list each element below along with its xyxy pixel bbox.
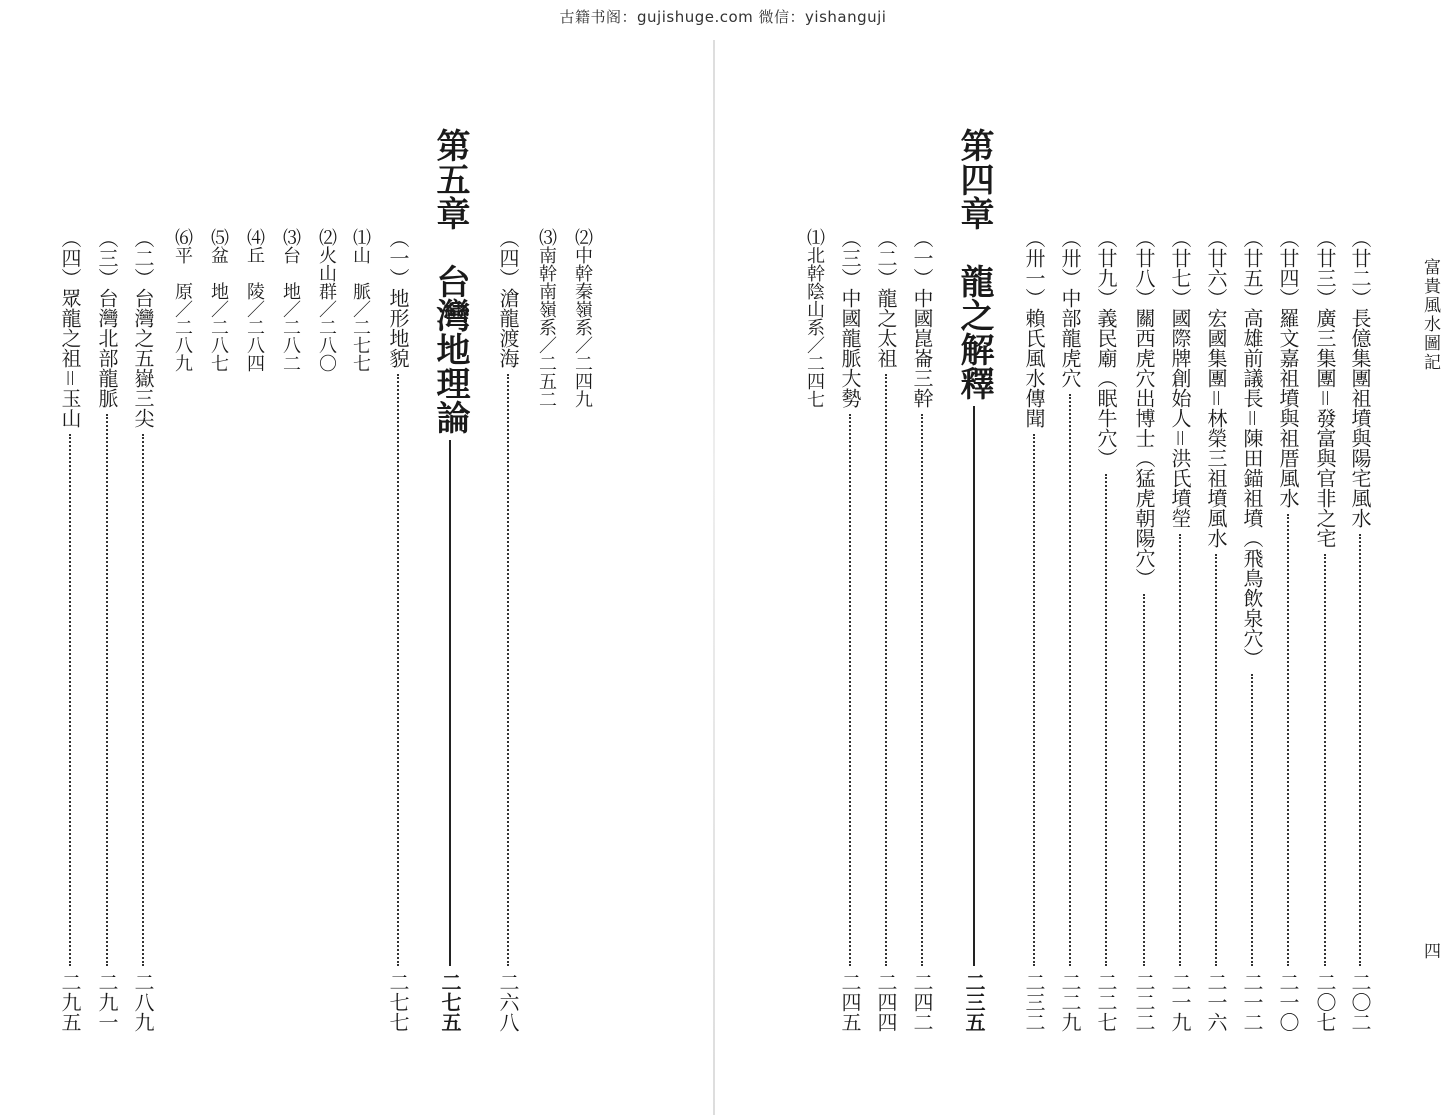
toc-page-number: 二七七	[386, 972, 410, 1032]
toc-label: （二）龍之太祖	[874, 228, 898, 368]
toc-entry	[1238, 228, 1266, 1080]
toc-label: ⑶南幹南嶺系／二五二	[536, 228, 557, 408]
toc-subentry	[570, 228, 594, 1080]
leader-dots	[69, 434, 71, 966]
toc-label: 第五章 台灣地理論	[430, 128, 470, 434]
toc-subentry	[242, 228, 266, 1080]
toc-entry	[56, 228, 84, 1080]
toc-entry	[1092, 228, 1120, 1080]
toc-subentry	[206, 228, 230, 1080]
page-number: 四	[1420, 942, 1440, 959]
toc-page-number: 二二九	[1058, 972, 1082, 1032]
toc-entry	[1274, 228, 1302, 1080]
toc-label: ⑶台 地／二八二	[280, 228, 301, 372]
leader-dots	[1215, 554, 1217, 966]
toc-label: （廿三）廣三集團＝發富與官非之宅	[1313, 228, 1337, 548]
toc-label: （卅一）賴氏風水傳聞	[1022, 228, 1046, 428]
toc-page-number: 二三二	[1022, 972, 1046, 1032]
toc-entry	[1202, 228, 1230, 1080]
toc-label: （三）台灣北部龍脈	[95, 228, 119, 408]
leader-dots	[1033, 434, 1035, 966]
toc-label: （三）中國龍脈大勢	[838, 228, 862, 408]
running-head: 富貴風水圖記	[1420, 258, 1440, 372]
leader-rule	[973, 406, 975, 966]
leader-dots	[1179, 534, 1181, 966]
toc-label: （廿五）高雄前議長＝陳田錨祖墳（飛鳥飲泉穴）	[1240, 228, 1264, 668]
toc-subentry	[170, 228, 194, 1080]
toc-entry	[494, 228, 522, 1080]
toc-page-number: 二六八	[496, 972, 520, 1032]
toc-page-number: 二九五	[58, 972, 82, 1032]
leader-dots	[1359, 534, 1361, 966]
toc-label: （廿二）長億集團祖墳與陽宅風水	[1348, 228, 1372, 528]
toc-label: （一）中國崑崙三幹	[910, 228, 934, 408]
toc-label: （廿七）國際牌創始人＝洪氏墳塋	[1168, 228, 1192, 528]
leader-dots	[142, 434, 144, 966]
watermark: 古籍书阁：gujishuge.com 微信：yishanguji	[559, 8, 887, 26]
toc-label: （廿六）宏國集團＝林榮三祖墳風水	[1204, 228, 1228, 548]
toc-label: （廿九）義民廟（眠牛穴）	[1094, 228, 1118, 468]
toc-page-number: 二二七	[1094, 972, 1118, 1032]
toc-label: ⑴山 脈／二七七	[350, 228, 371, 372]
toc-label: （一）地形地貌	[386, 228, 410, 368]
toc-label: ⑸盆 地／二八七	[208, 228, 229, 372]
leader-dots	[849, 414, 851, 966]
toc-entry	[129, 228, 157, 1080]
toc-label: （廿八）關西虎穴出博士（猛虎朝陽穴）	[1132, 228, 1156, 588]
toc-entry	[836, 228, 864, 1080]
leader-dots	[921, 414, 923, 966]
leader-dots	[1287, 514, 1289, 966]
toc-subentry	[314, 228, 338, 1080]
leader-dots	[1105, 474, 1107, 966]
toc-label: （二）台灣之五嶽三尖	[131, 228, 155, 428]
leader-dots	[1251, 674, 1253, 966]
leader-dots	[507, 374, 509, 966]
toc-entry	[872, 228, 900, 1080]
leader-dots	[106, 414, 108, 966]
toc-entry	[93, 228, 121, 1080]
toc-page-number: 二四二	[910, 972, 934, 1032]
leader-rule	[449, 440, 451, 966]
toc-label: （卅）中部龍虎穴	[1058, 228, 1082, 388]
toc-page-number: 二二二	[1132, 972, 1156, 1032]
leader-dots	[885, 374, 887, 966]
toc-page-number: 二八九	[131, 972, 155, 1032]
toc-page-number: 二一〇	[1276, 972, 1300, 1032]
toc-page-number: 二四四	[874, 972, 898, 1032]
leader-dots	[397, 374, 399, 966]
toc-page-number: 二三五	[962, 972, 986, 1032]
page-gutter	[713, 40, 715, 1115]
toc-subentry	[802, 228, 826, 1080]
toc-entry	[1020, 228, 1048, 1080]
toc-subentry	[278, 228, 302, 1080]
toc-subentry	[348, 228, 372, 1080]
toc-entry	[1056, 228, 1084, 1080]
leader-dots	[1143, 594, 1145, 966]
leader-dots	[1069, 394, 1071, 966]
toc-label: ⑴北幹陰山系／二四七	[804, 228, 825, 408]
toc-label: （四）眾龍之祖＝玉山	[58, 228, 82, 428]
toc-label: ⑷丘 陵／二八四	[244, 228, 265, 372]
toc-label: ⑹平 原／二八九	[172, 228, 193, 372]
toc-page-number: 二〇二	[1348, 972, 1372, 1032]
toc-page-number: 二七五	[438, 972, 462, 1032]
toc-entry	[1130, 228, 1158, 1080]
chapter-heading	[428, 128, 472, 1080]
toc-entry	[908, 228, 936, 1080]
toc-page-number: 二一二	[1240, 972, 1264, 1032]
toc-page-number: 二九一	[95, 972, 119, 1032]
leader-dots	[1324, 554, 1326, 966]
toc-page-number: 二一六	[1204, 972, 1228, 1032]
toc-entry	[1166, 228, 1194, 1080]
toc-page-number: 二四五	[838, 972, 862, 1032]
toc-entry	[1346, 228, 1374, 1080]
toc-label: 第四章 龍之解釋	[954, 128, 994, 400]
toc-label: （廿四）羅文嘉祖墳與祖厝風水	[1276, 228, 1300, 508]
toc-entry	[1311, 228, 1339, 1080]
toc-label: ⑵火山群／二八〇	[316, 228, 337, 372]
chapter-heading	[952, 128, 996, 1080]
toc-subentry	[534, 228, 558, 1080]
toc-label: （四）滄龍渡海	[496, 228, 520, 368]
toc-page-number: 二一九	[1168, 972, 1192, 1032]
toc-entry	[384, 228, 412, 1080]
toc-label: ⑵中幹秦嶺系／二四九	[572, 228, 593, 408]
toc-page-number: 二〇七	[1313, 972, 1337, 1032]
